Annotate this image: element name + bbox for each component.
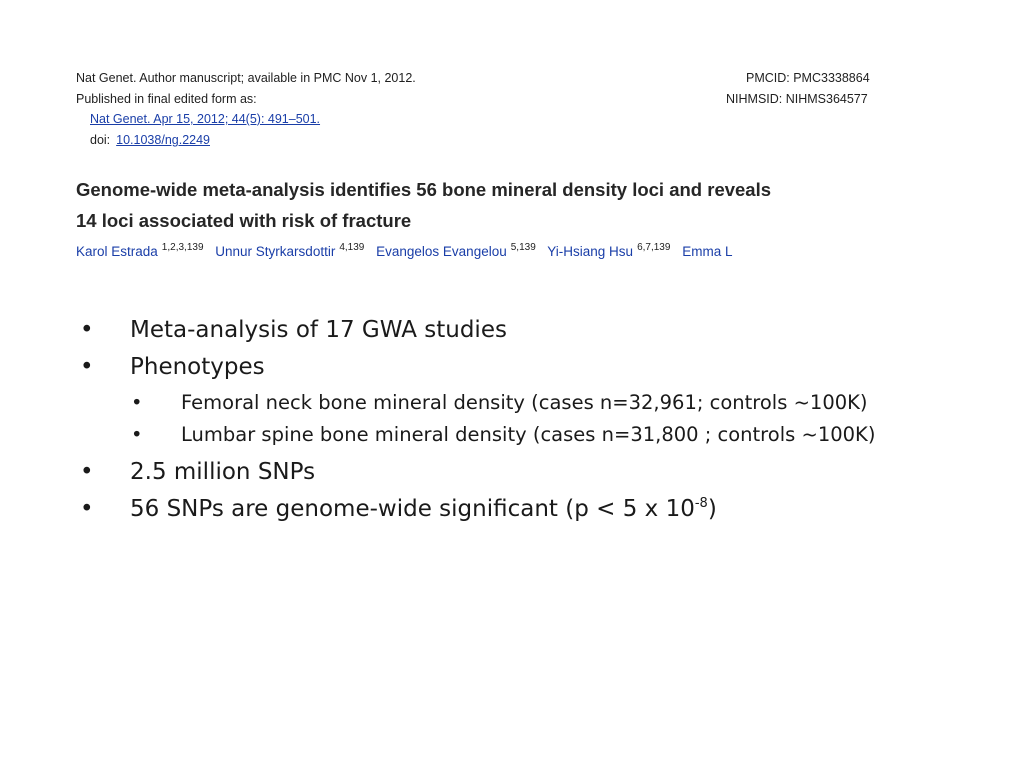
citation-text[interactable]: Nat Genet. Apr 15, 2012; 44(5): 491–501. bbox=[90, 112, 321, 126]
article-title bbox=[76, 174, 884, 236]
article-title-line-2: 14 loci associated with risk of fracture bbox=[76, 210, 412, 231]
pmcid: PMCID: PMC3338864 bbox=[746, 71, 870, 85]
bullet-dot: • bbox=[80, 496, 94, 522]
author-link[interactable]: Karol Estrada bbox=[76, 244, 158, 259]
author-affiliation: 1,2,3,139 bbox=[161, 242, 204, 253]
bullet-dot: • bbox=[80, 317, 94, 343]
nihmsid: NIHMSID: NIHMS364577 bbox=[726, 92, 868, 106]
citation-link[interactable] bbox=[90, 112, 320, 126]
doi-label: doi: bbox=[90, 133, 111, 147]
bullet-item bbox=[74, 491, 954, 528]
bullet-item bbox=[74, 454, 954, 491]
author-link[interactable]: Evangelos Evangelou bbox=[376, 244, 507, 259]
bullet-item bbox=[74, 349, 954, 386]
sub-bullet-item bbox=[74, 422, 954, 448]
article-header-image bbox=[74, 66, 884, 260]
bullet-dot: • bbox=[80, 354, 94, 380]
author-link[interactable]: Unnur Styrkarsdottir bbox=[215, 244, 336, 259]
bullet-list bbox=[74, 312, 954, 528]
author-affiliation: 5,139 bbox=[510, 242, 536, 253]
bullet-text: Phenotypes bbox=[130, 354, 265, 380]
doi-line bbox=[90, 133, 210, 147]
published-label: Published in final edited form as: bbox=[76, 92, 257, 106]
sub-bullet-item bbox=[74, 390, 954, 416]
sub-bullet-text: Lumbar spine bone mineral density (cases n=31,800 ; controls ~100K) bbox=[181, 423, 876, 446]
journal-availability: Nat Genet. Author manuscript; available in PMC Nov 1, 2012. bbox=[76, 71, 416, 85]
bullet-text: 2.5 million SNPs bbox=[130, 459, 316, 485]
doi-link[interactable]: 10.1038/ng.2249 bbox=[116, 133, 210, 147]
bullet-text-end: ) bbox=[707, 496, 717, 522]
author-affiliation: 6,7,139 bbox=[637, 242, 671, 253]
exponent: -8 bbox=[694, 496, 708, 511]
bullet-dot: • bbox=[80, 459, 94, 485]
bullet-dot: • bbox=[131, 423, 143, 446]
author-list bbox=[76, 242, 736, 259]
author-link[interactable]: Yi-Hsiang Hsu bbox=[547, 244, 634, 259]
bullet-text: Meta-analysis of 17 GWA studies bbox=[130, 317, 507, 343]
sub-bullet-text: Femoral neck bone mineral density (cases n=32,961; controls ~100K) bbox=[181, 391, 868, 414]
bullet-dot: • bbox=[131, 391, 143, 414]
author-affiliation: 4,139 bbox=[339, 242, 365, 253]
bullet-item bbox=[74, 312, 954, 349]
article-title-line-1: Genome-wide meta-analysis identifies 56 bone mineral density loci and reveals bbox=[76, 179, 772, 200]
author-link[interactable]: Emma L bbox=[682, 244, 733, 259]
bullet-text: 56 SNPs are genome-wide significant (p < 5 x 10 bbox=[130, 496, 695, 522]
